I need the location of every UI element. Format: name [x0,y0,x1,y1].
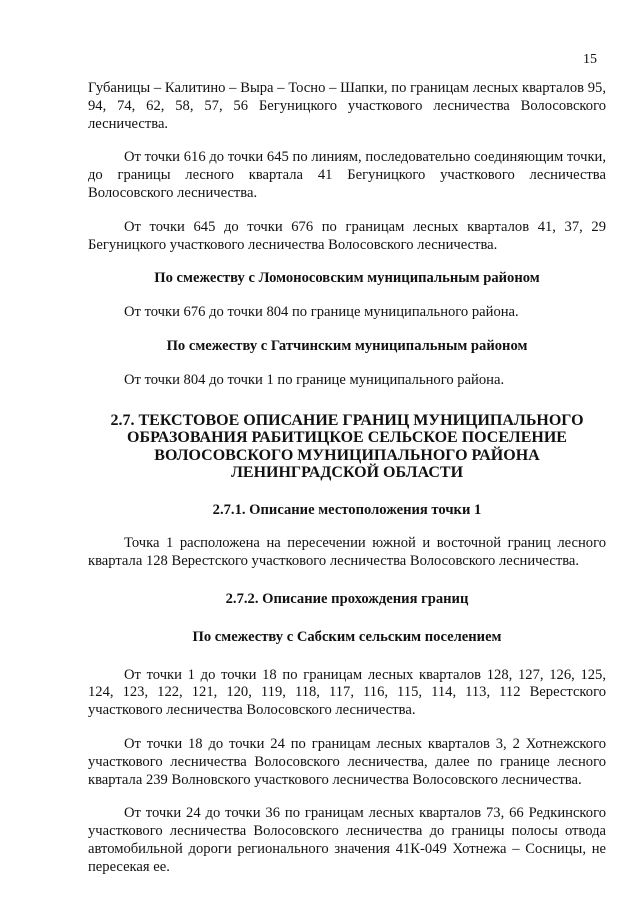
section-title-2-7: 2.7. ТЕКСТОВОЕ ОПИСАНИЕ ГРАНИЦ МУНИЦИПАЛЬНОГО ОБРАЗОВАНИЯ РАБИТИЦКОЕ СЕЛЬСКОЕ ПОСЕЛЕНИЕ ВОЛОСОВСКОГО МУНИЦИПАЛЬНОГО РАЙОНА ЛЕНИНГРАДСКОЙ ОБЛАСТИ [110,411,584,482]
paragraph-points-804-1: От точки 804 до точки 1 по границе муниципального района. [124,371,505,388]
heading-2-7-2: 2.7.2. Описание прохождения границ [225,590,469,607]
heading-2-7-1: 2.7.1. Описание местоположения точки 1 [212,501,482,518]
paragraph-points-645-676: От точки 645 до точки 676 по границам лесных кварталов 41, 37, 29 Бегуницкого участкового лесничества Волосовского лесничества. [88,218,606,253]
heading-lomonosov-boundary: По смежеству с Ломоносовским муниципальным районом [154,270,540,287]
paragraph-points-616-645: От точки 616 до точки 645 по линиям, последовательно соединяющим точки, до границы лесного квартала 41 Бегуницкого участкового лесничества Волосовского лесничества. [88,149,606,201]
heading-gatchina-boundary: По смежеству с Гатчинским муниципальным районом [166,337,528,354]
paragraph-points-18-24: От точки 18 до точки 24 по границам лесных кварталов 3, 2 Хотнежского участкового лесничества Волосовского лесничества, далее по границе лесного квартала 239 Волновского участкового лесничества Волосовского лесничества. [88,735,606,788]
paragraph-points-1-18: От точки 1 до точки 18 по границам лесных кварталов 128, 127, 126, 125, 124, 123, 122, 121, 120, 119, 118, 117, 116, 115, 114, 113, 112 Верестского участкового лесничества Волосовского лесничества. [88,666,606,719]
document-body [88,80,606,877]
paragraph-points-24-36: От точки 24 до точки 36 по границам лесных кварталов 73, 66 Редкинского участкового лесничества Волосовского лесничества до границы полосы отвода автомобильной дороги регионального значения 41К-049 Хотнежа – Сосницы, не пересекая ее. [88,805,606,875]
paragraph-points-676-804: От точки 676 до точки 804 по границе муниципального района. [124,304,519,321]
page-number: 15 [583,52,597,67]
paragraph-continuation: Губаницы – Калитино – Выра – Тосно – Шапки, по границам лесных кварталов 95, 94, 74, 62, 58, 57, 56 Бегуницкого участкового лесничества Волосовского лесничества. [88,80,606,132]
paragraph-point-1-location: Точка 1 расположена на пересечении южной и восточной границ лесного квартала 128 Верестского участкового лесничества Волосовского лесничества. [88,535,606,570]
heading-sabskoe-boundary: По смежеству с Сабским сельским поселением [192,628,502,645]
